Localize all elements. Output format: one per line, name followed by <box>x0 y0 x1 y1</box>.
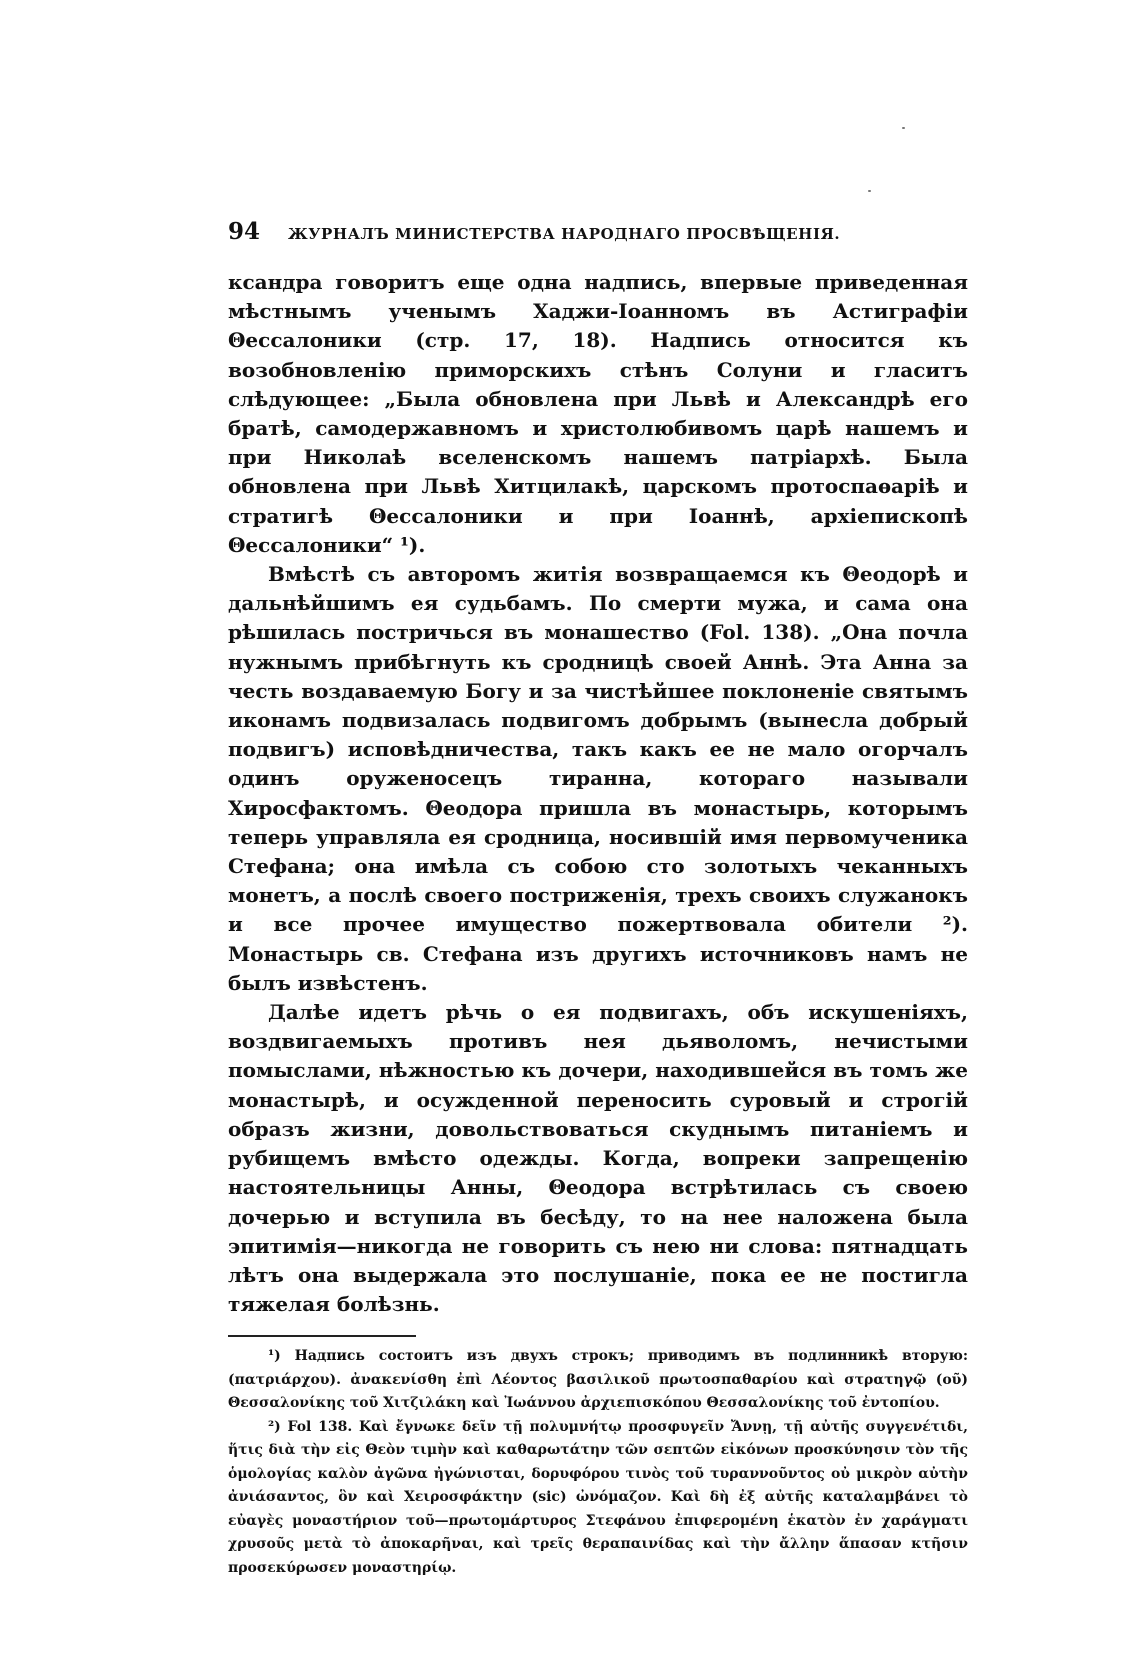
footnote-1: ¹) Надпись состоитъ изъ двухъ строкъ; приводимъ въ подлинникѣ вторую: (πατριάρχου). ἀνακενίσθη ἐπὶ Λέοντος βασιλικοῦ πρωτοσπαθαρίου καὶ στρατηγῷ (οῦ) Θεσσαλονίκης τοῦ Χιτζιλάκη καὶ Ἰωάννου ἀρχιεπισκόπου Θεσσαλονίκης τοῦ ἐντοπίου. <box>228 1348 968 1412</box>
paper-speck <box>902 127 905 129</box>
book-page <box>228 218 968 1580</box>
footnote-2: ²) Fol 138. Καὶ ἔγνωκε δεῖν τῇ πολυμνήτῳ προσφυγεῖν Ἄννῃ, τῇ αὐτῆς συγγενέτιδι, ἥτις διὰ τὴν εἰς Θεὸν τιμὴν καὶ καθαρωτάτην τῶν σεπτῶν εἰκόνων προσκύνησιν τὸν τῆς ὁμολογίας καλὸν ἀγῶνα ἠγώνισται, δορυφόρου τινὸς τοῦ τυραννοῦντος οὐ μικρὸν αὐτὴν ἀνιάσαντος, ὃν καὶ Χειροσφάκτην (sic) ὠνόμαζον. Καὶ δὴ ἐξ αὐτῆς καταλαμβάνει τὸ εὐαγὲς μοναστήριον τοῦ—πρωτομάρτυρος Στεφάνου ἐπιφερομένη ἑκατὸν ἐν χαράγματι χρυσοῦς μετὰ τὸ ἀποκαρῆναι, καὶ τρεῖς θεραπαινίδας καὶ τὴν ἄλλην ἅπασαν κτῆσιν προσεκύρωσεν μοναστηρίῳ. <box>228 1418 968 1576</box>
page-header <box>228 218 968 252</box>
paragraph-2: Вмѣстѣ съ авторомъ житія возвращаемся къ Θеодорѣ и дальнѣйшимъ ея судьбамъ. По смерти мужа, и сама она рѣшилась постричься въ монашество (Fol. 138). „Она почла нужнымъ прибѣгнуть къ сродницѣ своей Аннѣ. Эта Анна за честь воздаваемую Богу и за чистѣйшее поклоненіе святымъ иконамъ подвизалась подвигомъ добрымъ (вынесла добрый подвигъ) исповѣдничества, такъ какъ ее не мало огорчалъ одинъ оруженосецъ тиранна, котораго называли Хиросфактомъ. Θеодора пришла въ монастырь, которымъ теперь управляла ея сродница, носившій имя первомученика Стефана; она имѣла съ собою сто золотыхъ чеканныхъ монетъ, а послѣ своего постриженія, трехъ своихъ служанокъ и все прочее имущество пожертвовала обители ²). Монастырь св. Стефана изъ другихъ источниковъ намъ не былъ извѣстенъ. <box>228 562 968 995</box>
footnotes <box>228 1345 968 1580</box>
footnote-divider <box>228 1335 416 1337</box>
page-number: 94 <box>228 218 261 245</box>
running-head: ЖУРНАЛЪ МИНИСТЕРСТВА НАРОДНАГО ПРОСВѢЩЕНІЯ. <box>288 225 841 243</box>
paper-speck <box>868 190 871 192</box>
body-text <box>228 268 968 1319</box>
paragraph-3: Далѣе идетъ рѣчь о ея подвигахъ, объ искушеніяхъ, воздвигаемыхъ противъ нея дьяволомъ, нечистыми помыслами, нѣжностью къ дочери, находившейся въ томъ же монастырѣ, и осужденной переносить суровый и строгій образъ жизни, довольствоваться скуднымъ питаніемъ и рубищемъ вмѣсто одежды. Когда, вопреки запрещенію настоятельницы Анны, Θеодора встрѣтилась съ своею дочерью и вступила въ бесѣду, то на нее наложена была эпитимія—никогда не говорить съ нею ни слова: пятнадцать лѣтъ она выдержала это послушаніе, пока ее не постигла тяжелая болѣзнь. <box>228 1000 968 1317</box>
paragraph-1: ксандра говоритъ еще одна надпись, впервые приведенная мѣстнымъ ученымъ Хаджи-Іоанномъ въ Астиграфіи Θессалоники (стр. 17, 18). Надпись относится къ возобновленію приморскихъ стѣнъ Солуни и гласитъ слѣдующее: „Была обновлена при Львѣ и Александрѣ его братѣ, самодержавномъ и христолюбивомъ царѣ нашемъ и при Николаѣ вселенскомъ нашемъ патріархѣ. Была обновлена при Львѣ Хитцилакѣ, царскомъ протоспаѳаріѣ и стратигѣ Θессалоники и при Іоаннѣ, архіепископѣ Θессалоники“ ¹). <box>228 270 968 557</box>
